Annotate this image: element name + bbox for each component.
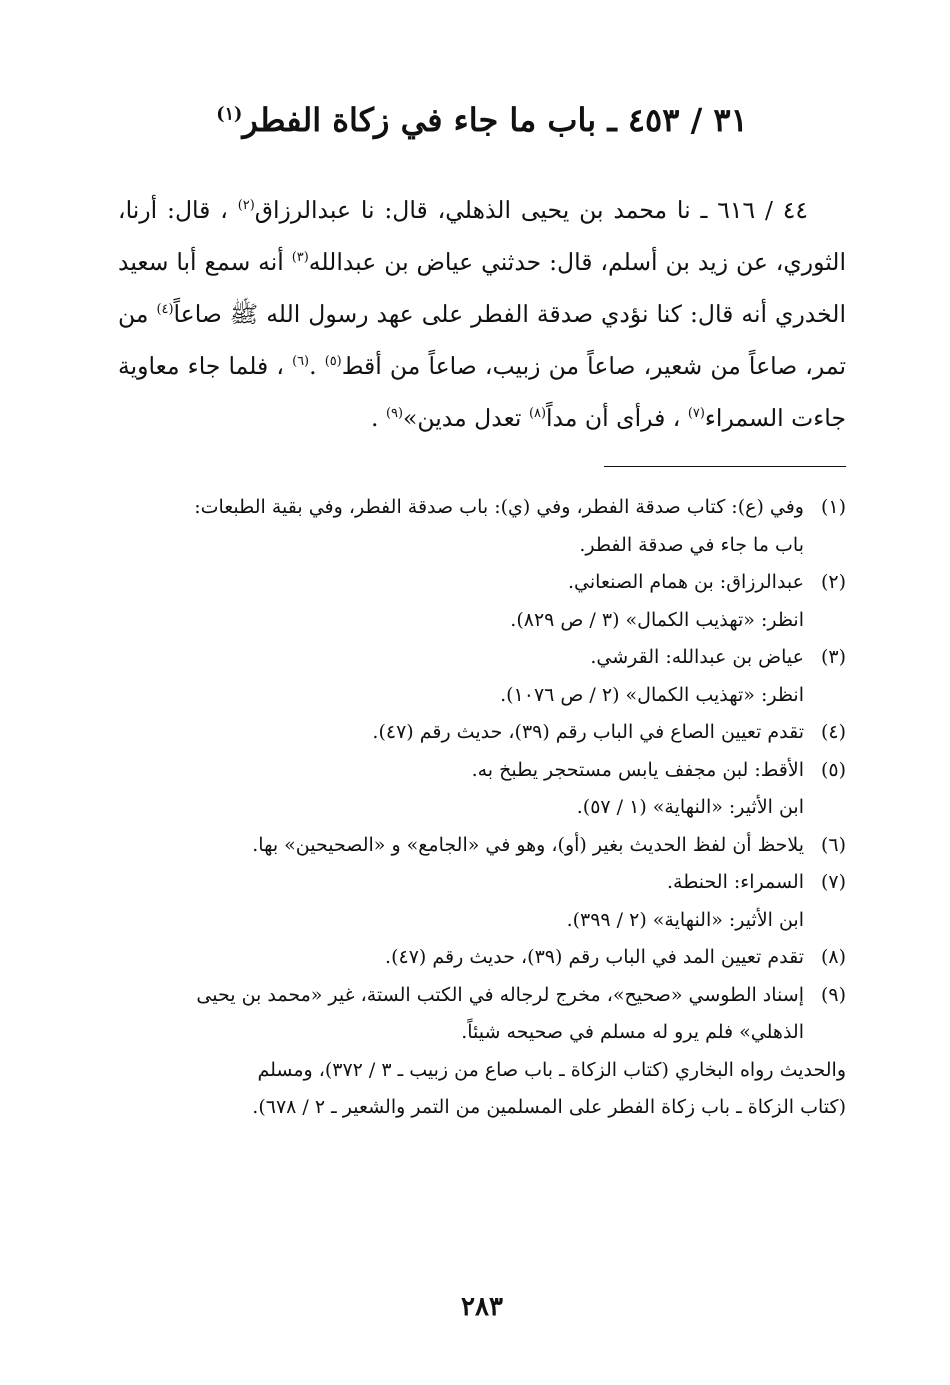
footnote-9: [118, 977, 846, 1015]
footnote-ref-7: (٧): [687, 406, 705, 422]
footnote-9-takhrij-line-1: والحديث رواه البخاري (كتاب الزكاة ـ باب صاع من زبيب ـ ٣ / ٣٧٢)، ومسلم: [257, 1058, 846, 1081]
footnote-9-takhrij-line-2: (كتاب الزكاة ـ باب زكاة الفطر على المسلمين من التمر والشعير ـ ٢ / ٦٧٨).: [252, 1096, 846, 1118]
footnote-text: عبدالرزاق: بن همام الصنعاني.: [567, 571, 804, 593]
footnote-ref-1: (١): [216, 103, 243, 125]
footnote-ref-8: (٨): [528, 406, 546, 422]
hadith-segment: .: [309, 352, 317, 380]
footnote-1: [118, 489, 846, 527]
footnote-8: [118, 939, 846, 977]
hadith-text: [118, 184, 846, 444]
footnote-1-continued: باب ما جاء في صدقة الفطر.: [579, 533, 804, 556]
hadith-segment: .: [370, 404, 379, 432]
hadith-segment: ، فلما جاء معاوية جاءت السمراء: [118, 352, 846, 432]
footnotes: [118, 489, 846, 1127]
footnote-ref-6: (٦): [292, 354, 310, 370]
footnote-text: إسناد الطوسي «صحيح»، مخرج لرجاله في الكتب الستة، غير «محمد بن يحيى: [196, 983, 804, 1006]
footnote-divider: [604, 466, 846, 467]
footnote-text: تقدم تعيين المد في الباب رقم (٣٩)، حديث رقم (٤٧).: [385, 946, 804, 968]
footnote-text: وفي (ع): كتاب صدقة الفطر، وفي (ي): باب صدقة الفطر، وفي بقية الطبعات:: [194, 496, 804, 518]
footnote-number: (٤): [820, 721, 846, 743]
footnote-number: (٢): [820, 571, 846, 593]
hadith-segment: أنه سمع أبا سعيد الخدري أنه قال: كنا نؤدي صدقة الفطر على عهد رسول الله ﷺ صاعاً: [118, 248, 846, 328]
footnote-text: تقدم تعيين الصاع في الباب رقم (٣٩)، حديث رقم (٤٧).: [372, 721, 804, 743]
hadith-segment: نا محمد بن يحيى الذهلي، قال: نا عبدالرزاق: [254, 196, 691, 224]
footnote-number: (٧): [820, 871, 846, 893]
footnote-ref-4: (٤): [156, 302, 174, 318]
page-number: ٢٨٣: [461, 1292, 503, 1322]
page: [118, 80, 846, 1340]
footnote-text: السمراء: الحنطة.: [666, 871, 804, 893]
footnote-6: [118, 827, 846, 865]
footnote-5: [118, 752, 846, 790]
footnote-7: [118, 864, 846, 902]
footnote-number: (٨): [820, 946, 846, 968]
footnote-2: [118, 564, 846, 602]
chapter-title-text: ٣١ / ٤٥٣ ـ باب ما جاء في زكاة الفطر: [242, 101, 748, 139]
footnote-text: يلاحظ أن لفظ الحديث بغير (أو)، وهو في «الجامع» و «الصحيحين» بها.: [252, 833, 804, 856]
footnote-5-reference: ابن الأثير: «النهاية» (١ / ٥٧).: [576, 796, 804, 818]
footnote-number: (٩): [820, 983, 846, 1006]
footnote-number: (٥): [820, 758, 846, 781]
footnote-2-reference: انظر: «تهذيب الكمال» (٣ / ص ٨٢٩).: [510, 608, 804, 631]
footnote-number: (٦): [820, 833, 846, 856]
footnote-3-reference: انظر: «تهذيب الكمال» (٢ / ص ١٠٧٦).: [500, 683, 804, 706]
hadith-number: ٤٤ / ٦١٦ ـ: [700, 196, 808, 224]
footnote-4: [118, 714, 846, 752]
footnote-ref-2: (٢): [237, 198, 255, 214]
footnote-text: الأقط: لبن مجفف يابس مستحجر يطبخ به.: [471, 758, 804, 781]
footnote-ref-5: (٥): [324, 354, 342, 370]
footnote-ref-9: (٩): [385, 406, 403, 422]
hadith-segment: تعدل مدين»: [402, 404, 522, 432]
hadith-segment: من تمر، صاعاً من شعير، صاعاً من زبيب، صاعاً من أقط: [118, 300, 846, 380]
footnote-3: [118, 639, 846, 677]
footnote-7-reference: ابن الأثير: «النهاية» (٢ / ٣٩٩).: [566, 908, 804, 931]
footnote-number: (١): [820, 496, 846, 518]
chapter-title: [118, 96, 846, 144]
footnote-text: عياض بن عبدالله: القرشي.: [590, 646, 804, 668]
footnote-ref-3: (٣): [291, 250, 309, 266]
footnote-9-continued: الذهلي» فلم يرو له مسلم في صحيحه شيئاً.: [461, 1021, 804, 1043]
hadith-segment: ، قال: أرنا، الثوري، عن زيد بن أسلم، قال: حدثني عياض بن عبدالله: [118, 196, 846, 276]
footnote-number: (٣): [820, 646, 846, 668]
hadith-segment: ، فرأى أن مداً: [546, 404, 681, 432]
